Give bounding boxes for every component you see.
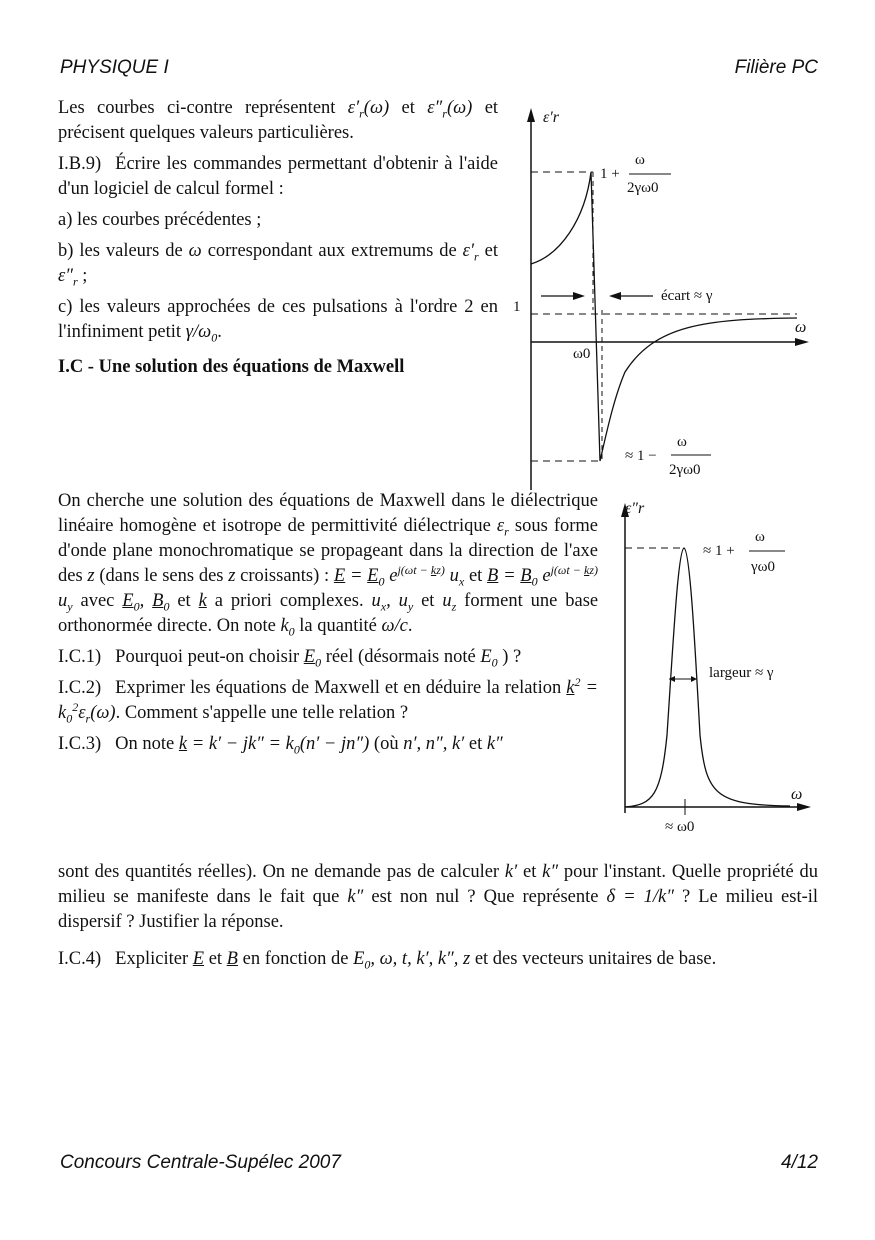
footer-right: 4/12 [781,1152,818,1173]
header-right: Filière PC [734,57,818,78]
svg-text:γω0: γω0 [751,559,776,575]
item-b: b) les valeurs de ω correspondant aux extremums de $\varepsilon'_r$ et $\varepsilon''_r$ ; [58,241,498,289]
question-ic3-start: I.C.3) On note $k = k' - jk'' = k_0(n' - jn'')$ (où n′, n″, k′ et k″ [58,734,503,757]
footer-left: Concours Centrale-Supélec 2007 [60,1152,341,1173]
question-ic4: I.C.4) Expliciter E et B en fonction de $E_0$, ω, t, k′, k″, z et des vecteurs unitaires de base. [58,949,717,972]
ic-intro-block [58,489,598,757]
question-ic1: I.C.1) Pourquoi peut-on choisir $E_0$ réel (désormais noté $E_0$ ) ? [58,647,522,670]
section-ic-title: I.C - Une solution des équations de Maxwell [58,357,405,377]
intro-paragraph: Les courbes ci-contre représentent $\varepsilon'_r(\omega)$ et $\varepsilon''_r(\omega)$ et précisent quelques valeurs particulières. [58,98,499,143]
svg-text:≈ 1 +: ≈ 1 + [703,543,735,559]
header-left: PHYSIQUE I [60,57,169,78]
svg-text:ω: ω [635,152,645,168]
fig1-xlabel: ω [795,319,807,336]
item-a: a) les courbes précédentes ; [58,210,262,230]
fig1-curve [531,172,797,461]
fig1-ylabel: ε′r [543,109,560,126]
fig2-ylabel: ε″r [625,500,645,517]
question-ib9: I.B.9) Écrire les commandes permettant d'obtenir à l'aide d'un logiciel de calcul formel : [58,154,498,199]
fig1-ecart-label: écart ≈ γ [661,288,713,304]
fig2-x0: ≈ ω0 [665,819,695,835]
question-ic2: I.C.2) Exprimer les équations de Maxwell et en déduire la relation $k^2 = k_0^2\varepsilon_r(\omega)$. Comment s'appelle une telle relation ? [58,674,599,726]
svg-text:ω: ω [677,434,687,450]
svg-text:2γω0: 2γω0 [627,180,659,196]
item-c: c) les valeurs approchées de ces pulsations à l'ordre 2 en l'infiniment petit $\gamma/\omega_0$. [58,297,499,345]
svg-text:≈ 1 −: ≈ 1 − [625,448,657,464]
fig1-one-label: 1 [513,299,521,315]
figure-epsilon-real [505,100,825,495]
svg-text:ω: ω [755,529,765,545]
figure-epsilon-imag [605,495,825,840]
ic-intro-paragraph: On cherche une solution des équations de Maxwell dans le diélectrique linéaire homogène et isotrope de permittivité diélectrique $\varepsilon_r$ sous forme d'onde plane monochromatique se propageant dans la direction de l'axe des z (dans le sens des z croissants) : $E = E_0$ $e^{j(\omega t - kz)}$ $u_x$ et $B = B_0$ $e^{j(\omega t - kz)}$ $u_y$ avec $E_0$, $B_0$ et k a priori complexes. $u_x$, $u_y$ et $u_z$ forment une base orthonormée directe. On note $k_0$ la quantité ω/c. [58,491,599,639]
fig1-omega0: ω0 [573,346,591,362]
fig2-largeur-label: largeur ≈ γ [709,665,774,681]
ic-full-width-block [58,860,818,978]
upper-text-block [58,96,498,386]
fig2-xlabel: ω [791,786,803,803]
svg-text:2γω0: 2γω0 [669,462,701,478]
question-ic3-rest: sont des quantités réelles). On ne demande pas de calculer k′ et k″ pour l'instant. Quelle propriété du milieu se manifeste dans le fait que k″ est non nul ? Que représente δ = 1/k″ ? Le milieu est-il dispersif ? Justifier la réponse. [58,862,819,932]
svg-text:1 +: 1 + [600,166,620,182]
